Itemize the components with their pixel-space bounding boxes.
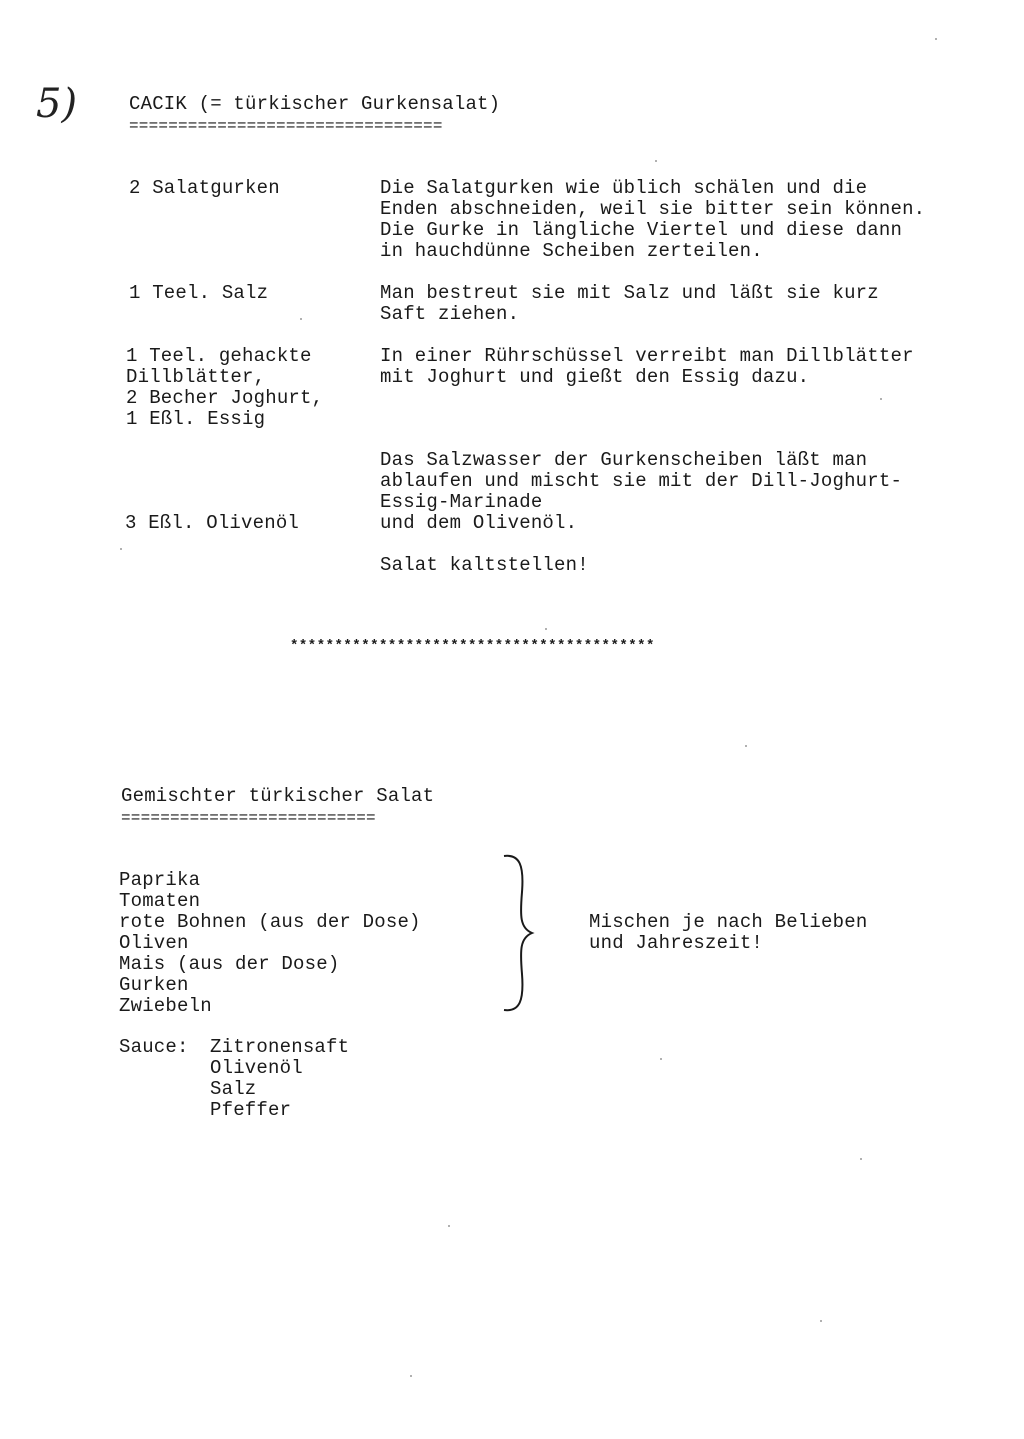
- instruction-salt: Man bestreut sie mit Salz und läßt sie kurz Saft ziehen.: [380, 282, 879, 325]
- ingredient-list-item: Paprika: [119, 869, 201, 891]
- scan-speck: [448, 1225, 450, 1227]
- sauce-item: Salz: [210, 1078, 257, 1100]
- scan-speck: [820, 1320, 822, 1322]
- ingredient-cucumbers: 2 Salatgurken: [129, 177, 280, 199]
- section-separator: *****************************************: [290, 638, 655, 654]
- sauce-item: Olivenöl: [210, 1057, 303, 1079]
- scan-speck: [745, 745, 747, 747]
- ingredient-list-item: Oliven: [119, 932, 189, 954]
- sauce-item: Zitronensaft: [210, 1036, 350, 1058]
- title-underline: ================================: [129, 118, 443, 134]
- ingredient-olive-oil: 3 Eßl. Olivenöl: [125, 512, 300, 534]
- instruction-mixing: Das Salzwasser der Gurkenscheiben läßt man ablaufen und mischt sie mit der Dill-Joghurt- Essig-Marinade und dem Olivenöl.: [380, 449, 903, 534]
- title-underline: ==========================: [121, 810, 376, 826]
- ingredient-list-item: Gurken: [119, 974, 189, 996]
- scan-speck: [880, 398, 882, 400]
- ingredient-list-item: Zwiebeln: [119, 995, 212, 1017]
- scan-speck: [860, 1158, 862, 1160]
- ingredient-salt: 1 Teel. Salz: [129, 282, 269, 304]
- scan-speck: [410, 1375, 412, 1377]
- recipe-title-cacik: CACIK (= türkischer Gurkensalat): [129, 93, 501, 115]
- mixing-note: Mischen je nach Belieben und Jahreszeit!: [589, 911, 868, 954]
- instruction-cucumbers: Die Salatgurken wie üblich schälen und die Enden abschneiden, weil sie bitter sein können. Die Gurke in längliche Viertel und diese dann in hauchdünne Scheiben zerteilen.: [380, 177, 926, 262]
- ingredient-list-item: Mais (aus der Dose): [119, 953, 340, 975]
- scan-speck: [545, 628, 547, 630]
- page-number: 5): [36, 81, 78, 127]
- final-note: Salat kaltstellen!: [380, 554, 589, 576]
- sauce-item: Pfeffer: [210, 1099, 292, 1121]
- curly-brace-icon: [498, 852, 538, 1014]
- ingredient-dill-yoghurt-vinegar: 1 Teel. gehackte Dillblätter, 2 Becher Joghurt, 1 Eßl. Essig: [126, 345, 324, 430]
- scan-speck: [655, 160, 657, 162]
- recipe-title-mixed-salad: Gemischter türkischer Salat: [121, 785, 435, 807]
- ingredient-list-item: rote Bohnen (aus der Dose): [119, 911, 421, 933]
- scan-speck: [300, 318, 302, 320]
- scan-speck: [120, 548, 122, 550]
- ingredient-list-item: Tomaten: [119, 890, 201, 912]
- scan-speck: [935, 38, 937, 40]
- sauce-label: Sauce:: [119, 1036, 189, 1058]
- instruction-marinade: In einer Rührschüssel verreibt man Dillblätter mit Joghurt und gießt den Essig dazu.: [380, 345, 914, 388]
- scan-speck: [660, 1058, 662, 1060]
